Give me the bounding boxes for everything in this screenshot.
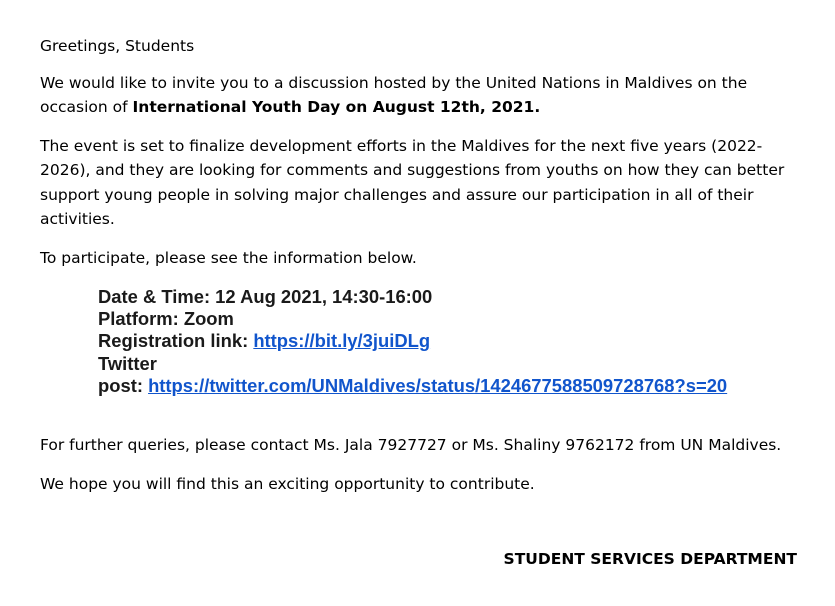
contact-section	[40, 433, 820, 510]
closing-paragraph: We hope you will find this an exciting opportunity to contribute.	[40, 474, 535, 493]
queries-paragraph: For further queries, please contact Ms. Jala 7927727 or Ms. Shaliny 9762172 from UN Maldives.	[40, 436, 782, 454]
invite-paragraph	[40, 71, 810, 120]
letter-body	[40, 34, 810, 284]
datetime-line: Date & Time: 12 Aug 2021, 14:30-16:00	[98, 286, 433, 307]
twitter-post-label: post:	[98, 374, 149, 396]
twitter-post-line	[98, 375, 798, 397]
registration-label: Registration link:	[98, 330, 254, 352]
event-paragraph: The event is set to finalize development efforts in the Maldives for the next five years (2022-2026), and they are looking for comments and suggestions from youths on how they can better support young people in solving major challenges and assure our participation in all of their activities.	[40, 136, 785, 228]
platform-line: Platform: Zoom	[98, 308, 234, 330]
twitter-link[interactable]: https://twitter.com/UNMaldives/status/1424677588509728768?s=20	[148, 374, 728, 396]
event-details	[98, 286, 798, 397]
signature: STUDENT SERVICES DEPARTMENT	[503, 550, 797, 568]
invite-text: We would like to invite you to a discussion hosted by the United Nations in Maldives on the occasion of	[40, 73, 748, 116]
registration-link[interactable]: https://bit.ly/3juiDLg	[253, 330, 431, 352]
invite-bold-text: International Youth Day on August 12th, 2021.	[132, 98, 541, 116]
greeting: Greetings, Students	[40, 37, 195, 55]
twitter-label-line: Twitter	[98, 352, 157, 374]
participate-paragraph: To participate, please see the information below.	[40, 248, 417, 267]
registration-line	[98, 330, 798, 352]
